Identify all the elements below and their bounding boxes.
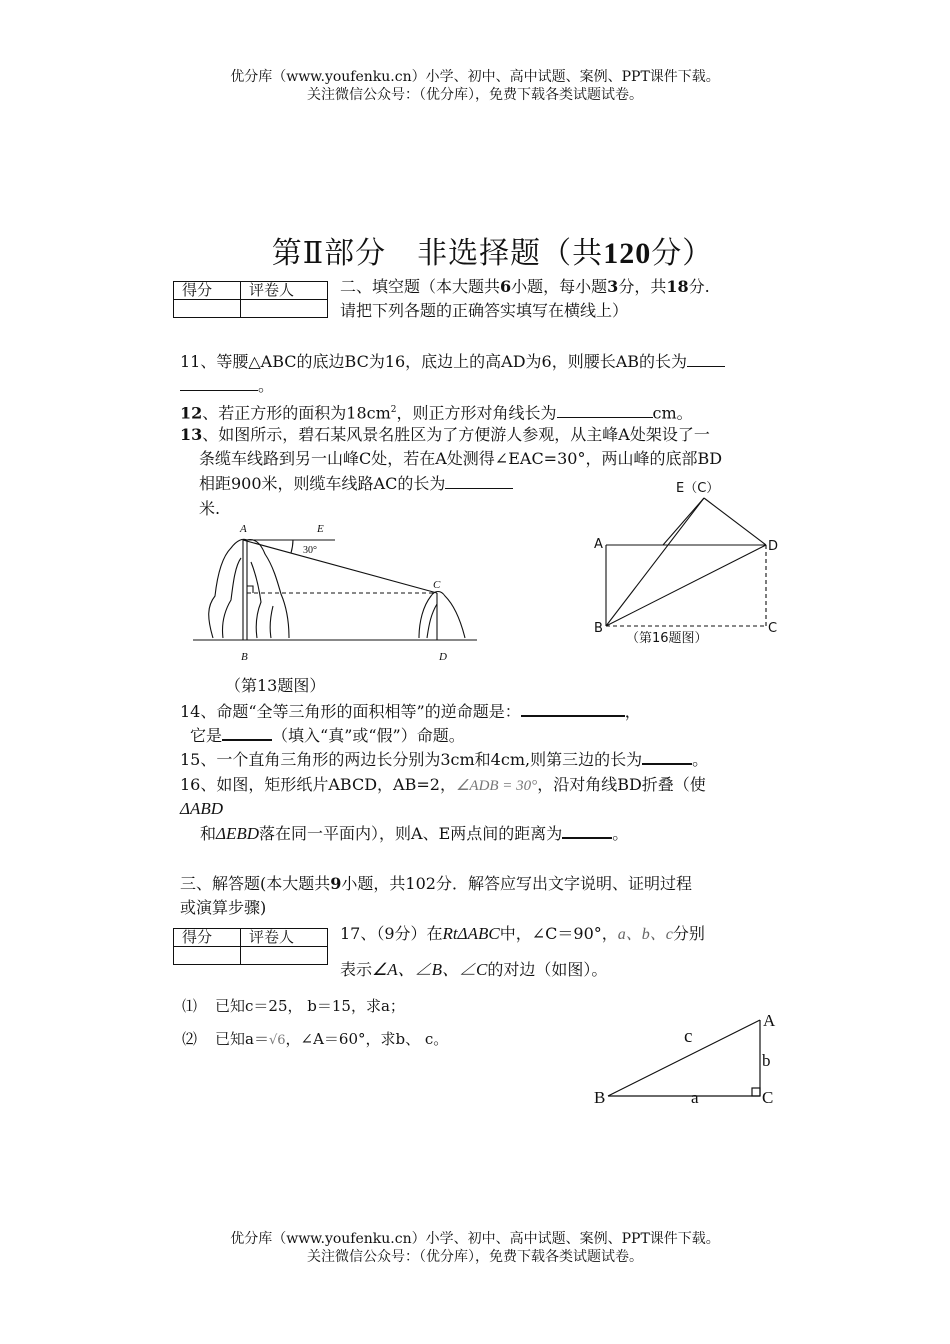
score-cell-2[interactable] (174, 947, 241, 965)
q11-text: 11、等腰△ABC的底边BC为16，底边上的高AD为6，则腰长AB的长为 (180, 352, 688, 371)
section2-line2: 请把下列各题的正确答实填写在横线上） (340, 301, 629, 320)
fig13-caption: （第13题图） (225, 676, 326, 695)
q14-text-2a: 它是 (190, 726, 223, 745)
section3-text-c: 分．解答应写出文字说明、证明过程 (435, 874, 692, 893)
fig16-line-be (606, 498, 704, 626)
q17-part2 (182, 1027, 448, 1053)
q13-line3 (199, 472, 513, 496)
fig13-right-angle (247, 586, 253, 593)
section3-line2: 或演算步骤) (180, 898, 267, 917)
q17-text-2b: 的对边（如图）。 (487, 960, 608, 979)
fig16-label-d: D (768, 539, 779, 554)
q11-line2 (180, 374, 274, 398)
fig13-peak-c-inner (427, 604, 437, 638)
fig16-line-bd (606, 545, 766, 626)
q17-text-1c: 分别 (672, 924, 705, 943)
q13-line4: 米. (199, 499, 221, 518)
q14-line2 (190, 724, 465, 748)
q14-text-2b: （填入“真”或“假”）命题。 (272, 726, 465, 745)
q16-text-1b: ，沿对角线BD折叠（使 (537, 775, 706, 794)
q17-rt: RtΔABC (442, 924, 500, 943)
section2-text-d: 分. (688, 277, 710, 296)
fig17-label-side-b: b (762, 1051, 771, 1070)
fig16-caption: （第16题图） (626, 631, 708, 646)
fig17-label-b-vertex: B (594, 1088, 606, 1107)
q13-text-3: 相距900米，则缆车线路AC的长为 (199, 474, 446, 493)
fig16-line-fold (663, 498, 704, 545)
q11-blank-a[interactable] (687, 352, 725, 367)
q12-text-b: ，则正方形对角线长为 (396, 403, 557, 423)
section3-line1 (180, 872, 692, 896)
q15-blank[interactable] (642, 749, 692, 765)
footer-line-1: 优分库（www.youfenku.cn）小学、初中、高中试题、案例、PPT课件下载。 (230, 1231, 720, 1247)
q16-line1 (180, 773, 706, 798)
footer-line-2: 关注微信公众号：（优分库），免费下载各类试题试卷。 (307, 1249, 643, 1265)
q17-part2-sqrt: √6 (268, 1033, 286, 1048)
title-suffix: 分） (651, 236, 714, 271)
q14-blank-a[interactable] (521, 701, 625, 717)
fig16-label-a: A (594, 537, 603, 552)
q14-line1 (180, 700, 641, 724)
grader-label-2: 评卷人 (241, 929, 328, 947)
fig13-label-e: E (317, 523, 324, 535)
q17-line2 (340, 958, 607, 982)
grader-label: 评卷人 (241, 282, 328, 300)
q14-comma: ， (624, 702, 641, 721)
q16-triangle: ΔEBD (216, 824, 260, 843)
q16-text-3b: 落在同一平面内），则A、E两点间的距离为 (259, 824, 563, 843)
q13-line1 (180, 423, 710, 447)
score-cell[interactable] (174, 300, 241, 318)
title-score: 120 (603, 237, 652, 270)
q17-part2-text-b: ，∠A＝60°，求b、 c。 (285, 1030, 449, 1048)
q12-sup: 2 (390, 405, 397, 415)
q13-num: 13 (180, 425, 203, 444)
q12-text-c: cm。 (652, 403, 693, 423)
q14-blank-b[interactable] (222, 725, 272, 741)
q17-text-2a: 表示 (340, 960, 373, 979)
q17-part1 (182, 994, 405, 1018)
q15-end: 。 (692, 750, 709, 769)
fig13-label-a: A (240, 523, 247, 535)
q17-text-1a: 17、（9分）在 (340, 924, 443, 943)
section2-each: 3 (607, 277, 619, 296)
q17-part2-text-a: 已知a＝ (215, 1030, 269, 1048)
header-line-2: 关注微信公众号：（优分库），免费下载各类试题试卷。 (307, 87, 643, 103)
q17-text-1b: 中，∠C＝90°， (499, 924, 618, 943)
q12-line (180, 398, 693, 425)
q17-part1-num: ⑴ (182, 997, 198, 1015)
fig17-right-angle (752, 1088, 760, 1096)
fig13-peak-c (419, 592, 465, 639)
fig17-label-a-vertex: A (763, 1011, 776, 1030)
fig13-label-c: C (433, 579, 441, 591)
q12-num: 12 (180, 403, 203, 423)
section2-total: 18 (666, 277, 689, 296)
section2-text-a: 二、填空题（本大题共 (340, 277, 501, 296)
fig16-line-ed (704, 498, 766, 545)
q13-text-1: 、如图所示，碧石某风景名胜区为了方便游人参观，从主峰A处架设了一 (202, 425, 710, 444)
header-line-1: 优分库（www.youfenku.cn）小学、初中、高中试题、案例、PPT课件下载。 (230, 69, 720, 85)
fig13-label-d: D (439, 651, 447, 663)
page-title (0, 228, 950, 272)
q17-part2-num: ⑵ (182, 1030, 198, 1048)
q15-text: 15、一个直角三角形的两边长分别为3cm和4cm,则第三边的长为 (180, 750, 643, 769)
q12-text-a: 、若正方形的面积为18cm (202, 403, 391, 423)
figure-17 (588, 1008, 788, 1108)
score-label: 得分 (174, 282, 241, 300)
q11-end: 。 (258, 376, 275, 395)
fig16-label-c: C (768, 621, 778, 636)
q11-line1 (180, 350, 725, 374)
fig16-label-ec: E（C） (676, 481, 720, 496)
fig13-label-b: B (241, 651, 248, 663)
q16-angle: ∠ADB = 30° (455, 778, 538, 794)
section3-text-b: 小题，共 (341, 874, 406, 893)
q16-text-1a: 16、如图，矩形纸片ABCD，AB=2， (180, 775, 456, 794)
q17-part1-text: 已知c＝25， b＝15，求a； (215, 997, 405, 1015)
q13-blank[interactable] (445, 474, 513, 489)
figure-16 (588, 476, 788, 650)
fig13-mountain-inner-2 (251, 562, 261, 638)
fig17-label-side-a: a (691, 1088, 699, 1107)
q14-text-1: 14、命题“全等三角形的面积相等”的逆命题是： (180, 702, 521, 721)
fig13-angle-arc (291, 540, 293, 553)
fig13-label-angle: 30° (303, 545, 317, 556)
title-prefix: 第Ⅱ部分 非选择题（共 (271, 236, 604, 271)
fig13-mountain-inner-1 (222, 558, 241, 638)
q17-angles: ∠A、∠B、∠C (372, 960, 488, 979)
grader-cell-2[interactable] (241, 947, 328, 965)
section2-line1 (340, 275, 710, 299)
grader-cell[interactable] (241, 300, 328, 318)
section3-total: 102 (405, 874, 436, 893)
q15-line (180, 748, 708, 772)
q16-line2: ΔABD (180, 799, 224, 818)
q16-text-3a: 和 (200, 824, 217, 843)
q17-vars: a、b、c (617, 926, 673, 943)
fig13-mountain-inner-3 (270, 606, 273, 638)
section2-text-c: 分，共 (618, 277, 667, 296)
section3-count: 9 (330, 874, 342, 893)
q11-blank-b[interactable] (180, 376, 258, 391)
section2-text-b: 小题，每小题 (511, 277, 608, 296)
fig13-mountain-outer (209, 539, 289, 638)
q16-blank[interactable] (562, 823, 612, 839)
fig17-label-side-c: c (684, 1026, 693, 1047)
section2-count: 6 (500, 277, 512, 296)
score-table-1 (173, 281, 328, 318)
figure-13 (185, 518, 485, 668)
q17-line1 (340, 922, 705, 947)
section3-text-a: 三、解答题(本大题共 (180, 874, 331, 893)
fig17-label-c-vertex: C (762, 1088, 774, 1107)
q16-line3 (200, 822, 628, 846)
q12-blank[interactable] (557, 403, 653, 418)
fig16-label-b: B (594, 621, 603, 636)
q13-line2: 条缆车线路到另一山峰C处，若在A处测得∠EAC=30°，两山峰的底部BD (199, 449, 723, 468)
score-label-2: 得分 (174, 929, 241, 947)
score-table-2 (173, 928, 328, 965)
q16-text-3c: 。 (612, 824, 629, 843)
